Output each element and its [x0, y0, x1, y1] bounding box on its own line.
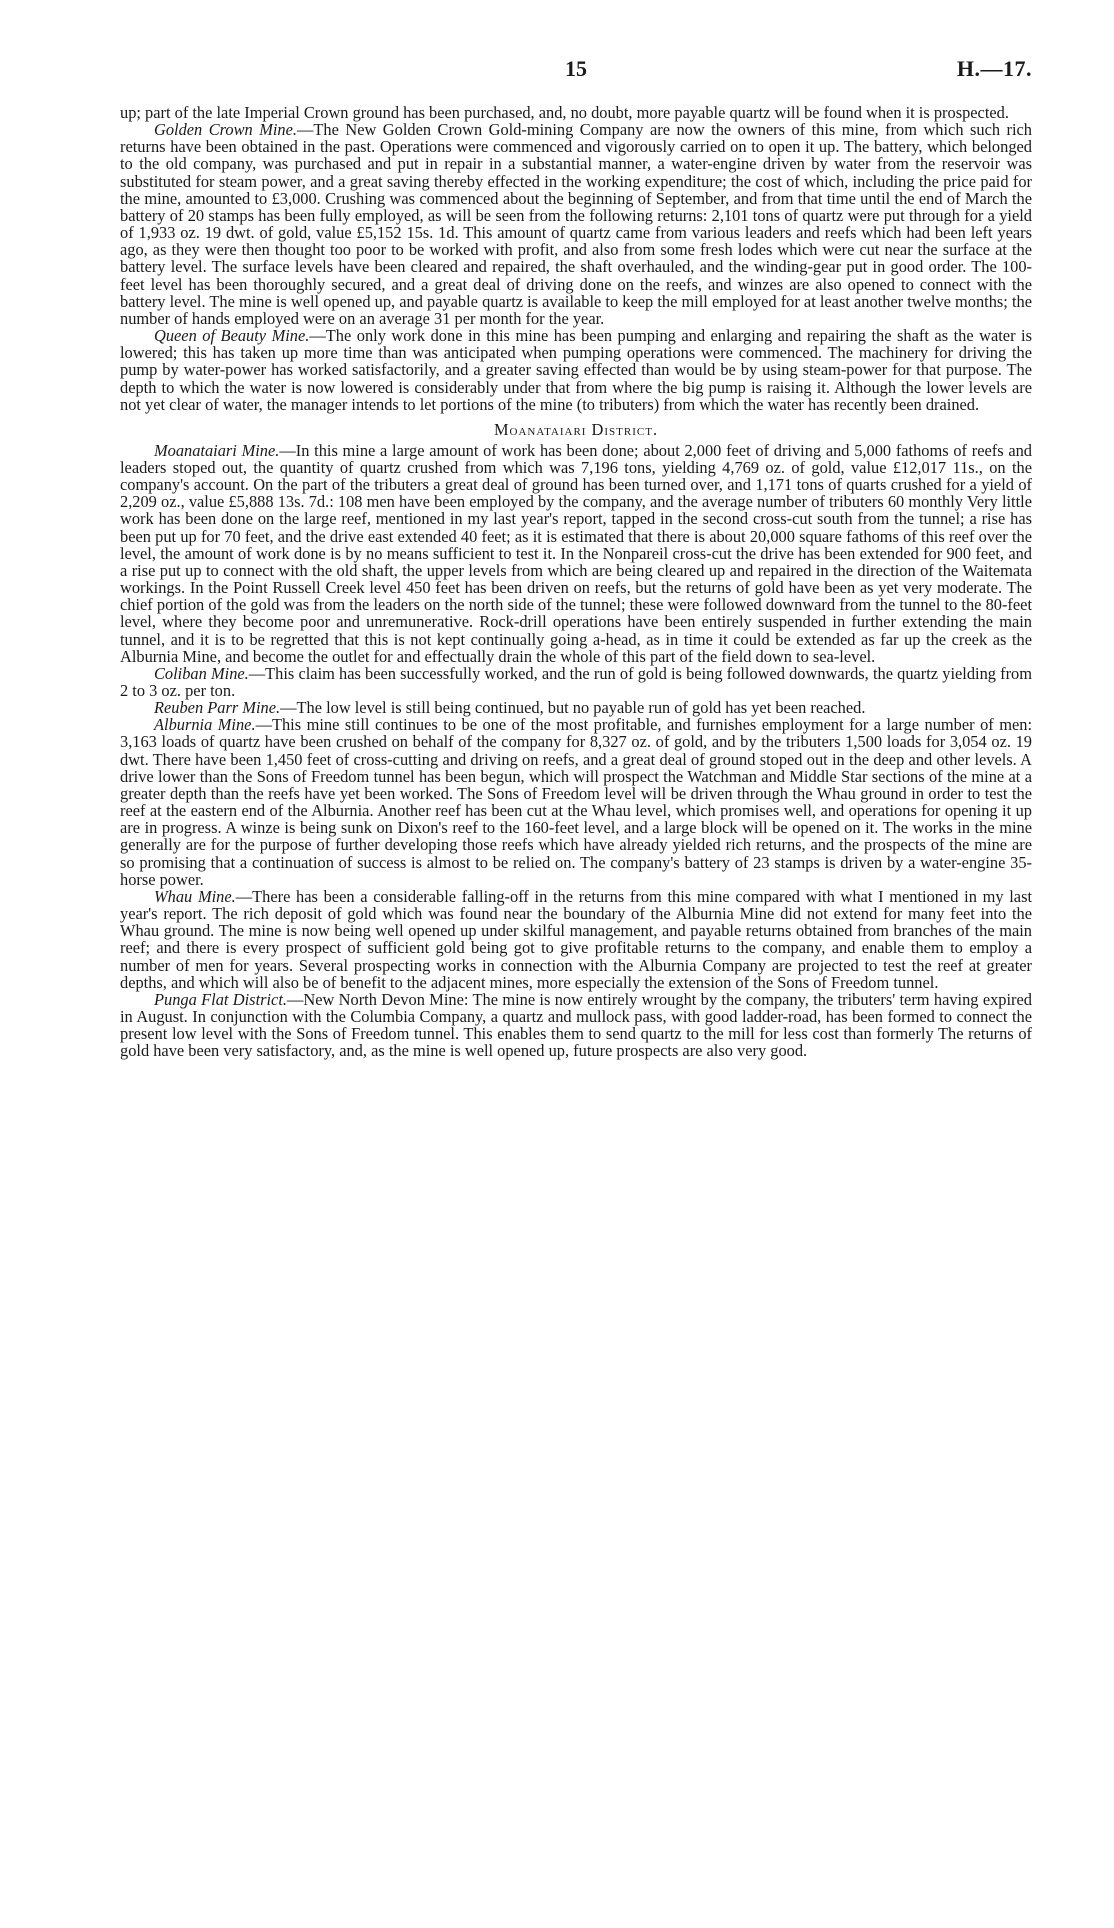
paragraph-lead: Moanataiari Mine. — [154, 440, 280, 460]
paragraph-text: —This mine still continues to be one of the most profitable, and furnishes employment for a large number of men: 3,163 loads of quartz have been crushed on behalf of the company for 8,327 oz. of gold, and by the tributers 1,500 loads for 3,054 oz. 19 dwt. There have been 1,450 feet of cross-cutting and driving on reefs, and a great deal of ground stoped out in the deep and other levels. A drive lower than the Sons of Freedom tunnel has been begun, which will prospect the Watchman and Middle Star sections of the mine at a greater depth than the reefs have yet been worked. The Sons of Freedom level will be driven through the Whau ground in order to test the reef at the eastern end of the Alburnia. Another reef has been cut at the Whau level, which promises well, and operations for opening it up are in progress. A winze is being sunk on Dixon's reef to the 160-feet level, and a large block will be opened on it. The works in the mine generally are for the purpose of further developing those reefs which have already yielded rich returns, and the prospects of the mine are so promising that a continuation of success is almost to be relied on. The company's battery of 23 stamps is driven by a water-engine 35-horse power. — [120, 715, 1033, 889]
paragraph — [120, 665, 1032, 699]
paragraph-text: —This claim has been successfully worked, and the run of gold is being followed downwards, the quartz yielding from 2 to 3 oz. per ton. — [120, 663, 1032, 700]
document-reference: H.—17. — [956, 56, 1032, 81]
paragraph — [120, 699, 1032, 716]
section-heading: Moanataiari District. — [493, 419, 659, 439]
page-header — [120, 56, 1032, 104]
paragraph — [120, 442, 1032, 665]
paragraph-lead: Golden Crown Mine. — [154, 120, 298, 140]
paragraph — [120, 104, 1032, 121]
paragraph-lead: Reuben Parr Mine. — [154, 698, 281, 718]
paragraph-text: —New North Devon Mine: The mine is now entirely wrought by the company, the tributers' term having expired in August. In conjunction with the Columbia Company, a quartz and mullock pass, with good ladder-road, has been formed to connect the present low level with the Sons of Freedom tunnel. This enables them to send quartz to the mill for less cost than formerly The returns of gold have been very satisfactory, and, as the mine is well opened up, future prospects are also very good. — [120, 989, 1032, 1061]
paragraph-text: —In this mine a large amount of work has been done; about 2,000 feet of driving and 5,000 fathoms of reefs and leaders stoped out, the quantity of quartz crushed from which was 7,196 tons, yielding 4,769 oz. of gold, value £12,017 11s., on the company's account. On the part of the tributers a great deal of ground has been turned over, and 1,171 tons of quarts crushed for a yield of 2,209 oz., value £5,888 13s. 7d.: 108 men have been employed by the company, and the average number of tributers 60 monthly Very little work has been done on the large reef, mentioned in my last year's report, tapped in the second cross-cut south from the tunnel; a rise has been put up for 70 feet, and the drive east extended 40 feet; as it is estimated that there is about 20,000 square fathoms of this reef over the level, the amount of work done is by no means sufficient to test it. In the Nonpareil cross-cut the drive has been extended for 900 feet, and a rise put up to connect with the old shaft, the upper levels from which are being cleared up and repaired in the direction of the Waitemata workings. In the Point Russell Creek level 450 feet has been driven on reefs, but the returns of gold have been as yet very moderate. The chief portion of the gold was from the leaders on the north side of the tunnel; these were followed downward from the tunnel to the 80-feet level, where they become poor and unremunerative. Rock-drill operations have been entirely suspended in further extending the main tunnel, and it is to be regretted that this is not kept continually going a-head, as in time it could be extended as far up the creek as the Alburnia Mine, and become the outlet for and effectually drain the whole of this part of the field down to sea-level. — [120, 440, 1032, 666]
paragraph — [120, 327, 1032, 413]
body-text — [120, 104, 1032, 1059]
paragraph — [120, 716, 1032, 888]
paragraph-lead: Alburnia Mine. — [154, 715, 256, 735]
paragraph — [120, 121, 1032, 327]
paragraph-lead: Coliban Mine. — [154, 663, 249, 683]
paragraph-text: up; part of the late Imperial Crown ground has been purchased, and, no doubt, more payable quartz will be found when it is prospected. — [120, 103, 1009, 122]
paragraph-text: —The only work done in this mine has been pumping and enlarging and repairing the shaft as the water is lowered; this has taken up more time than was anticipated when pumping operations were commenced. The machinery for driving the pump by water-power has worked satisfactorily, and a greater saving effected than would be by using steam-power for that purpose. The depth to which the water is now lowered is considerably under that from where the big pump is raising it. Although the lower levels are not yet clear of water, the manager intends to let portions of the mine (to tributers) from which the water has recently been drained. — [120, 326, 1032, 414]
paragraph — [120, 991, 1032, 1060]
paragraph — [120, 888, 1032, 991]
paragraph-lead: Whau Mine. — [154, 886, 236, 906]
top-paragraphs — [120, 104, 1032, 413]
paragraph-text: —The low level is still being continued, but no payable run of gold has yet been reached. — [280, 698, 866, 718]
paragraph-text: —There has been a considerable falling-off in the returns from this mine compared with what I mentioned in my last year's report. The rich deposit of gold which was found near the boundary of the Alburnia Mine did not extend for many feet into the Whau ground. The mine is now being well opened up under skilful management, and payable returns obtained from branches of the main reef; and there is every prospect of sufficient gold being got to give profitable returns to the company, and enable them to employ a number of men for years. Several prospecting works in connection with the Alburnia Company are projected to test the reef at greater depths, and which will also be of benefit to the adjacent mines, more especially the extension of the Sons of Freedom tunnel. — [120, 886, 1033, 992]
bottom-paragraphs — [120, 442, 1032, 1060]
paragraph-lead: Punga Flat District. — [154, 989, 287, 1009]
paragraph-lead: Queen of Beauty Mine. — [154, 326, 310, 346]
page-number: 15 — [565, 56, 587, 81]
paragraph-text: —The New Golden Crown Gold-mining Company are now the owners of this mine, from which such rich returns have been obtained in the past. Operations were commenced and vigorously carried on to open it up. The battery, which belonged to the old company, was purchased and put in repair in a substantial manner, a water-engine driven by water from the reservoir was substituted for steam power, and a great saving thereby effected in the working expenditure; the cost of which, including the price paid for the mine, amounted to £3,000. Crushing was commenced about the beginning of September, and from that time until the end of March the battery of 20 stamps has been fully employed, as will be seen from the following returns: 2,101 tons of quartz were put through for a yield of 1,933 oz. 19 dwt. of gold, value £5,152 15s. 1d. This amount of quartz came from various leaders and reefs which had been left years ago, as they were then thought too poor to be worked with profit, and also from some fresh lodes which were cut near the surface at the battery level. The surface levels have been cleared and repaired, the shaft overhauled, and the winding-gear put in good order. The 100-feet level has been thoroughly secured, and a great deal of driving done on the reefs, and winzes are also opened to connect with the battery level. The mine is well opened up, and payable quartz is available to keep the mill employed for at least another twelve months; the number of hands employed were on an average 31 per month for the year. — [120, 120, 1032, 328]
